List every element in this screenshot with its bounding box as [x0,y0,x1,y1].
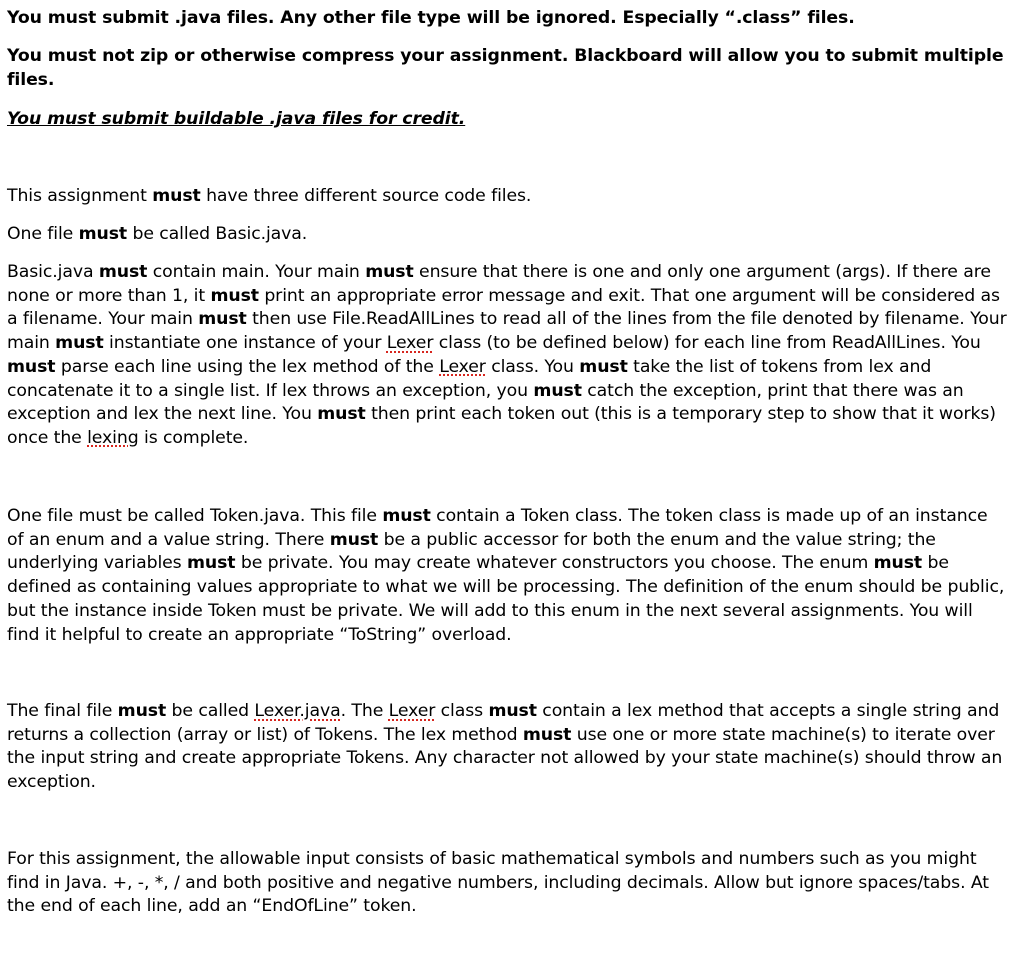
emphasis-must: must [152,186,201,206]
requirement-java-files: You must submit .java files. Any other file type will be ignored. Especially “.class” files. [7,8,855,28]
text: One file [7,224,79,244]
emphasis-must: must [488,701,537,721]
text: contain a Token class. The token class is made up of an instance of an enum and a value string. There [7,506,988,550]
text: parse each line using the lex method of the [55,356,440,377]
text: class (to be defined below) for each line from ReadAllLines. You [433,333,981,354]
emphasis-must: must [522,724,572,745]
spellcheck-word-lexer: Lexer [439,356,486,377]
emphasis-must: must [55,333,104,354]
emphasis-must: must [382,506,431,526]
spellcheck-word-lexing: lexing [87,427,139,448]
emphasis-must: must [317,404,366,425]
text: Basic.java [7,262,99,282]
text: then use File.ReadAllLines to read all of the lines from the file denoted by filename. Your main [7,309,1007,354]
text: have three different source code files. [200,186,532,206]
text: The final file [7,701,118,721]
text: use one or more state machine(s) to iterate over the input string and create appropriate Tokens. Any character not allowed by your state machine(s) should throw an exception. [7,724,1003,793]
emphasis-must: must [7,356,56,377]
text: be called [166,701,255,721]
emphasis-must: must [329,529,379,550]
text: be private. You may create whatever constructors you choose. The enum [235,553,874,574]
paragraph-three-files [7,185,531,209]
emphasis-must: must [210,285,259,306]
emphasis-must: must [579,356,628,377]
text: class [435,701,489,721]
text: print an appropriate error message and exit. That one argument will be considered as a filename. Your main [7,285,1000,330]
requirement-no-compression: You must not zip or otherwise compress your assignment. Blackboard will allow you to submit multiple files. [7,46,1004,90]
text: class. You [485,356,580,377]
text: instantiate one instance of your [103,333,387,354]
text: catch the exception, print that there was an exception and lex the next line. You [7,380,964,425]
spellcheck-word-lexer: Lexer [386,333,434,354]
emphasis-must: must [533,380,582,401]
paragraph-token-file [7,505,1007,647]
emphasis-must: must [365,262,414,282]
spellcheck-word-lexer-java: Lexer.java [254,701,341,721]
text: . The [340,701,389,721]
text: be defined as containing values appropriate to what we will be processing. The definition of the enum should be public, but the instance inside Token must be private. We will add to this enum in the next several assignments. You will find it helpful to create an appropriate “ToString” overload. [7,553,1005,645]
paragraph-lexer-file [7,700,1007,795]
emphasis-must: must [98,262,148,282]
text: then print each token out (this is a temporary step to show that it works) once the [7,404,996,448]
text: be a public accessor for both the enum and the value string; the underlying variables [7,529,936,574]
text: ensure that there is one and only one argument (args). If there are none or more than 1, it [7,262,991,306]
emphasis-must: must [186,553,236,574]
emphasis-must: must [117,701,167,721]
text: This assignment [7,186,153,206]
text: One file must be called Token.java. This file [7,506,383,526]
paragraph-basic-file [7,223,307,247]
text: be called Basic.java. [127,224,308,244]
emphasis-must: must [198,309,247,330]
requirement-buildable: You must submit buildable .java files for credit. [7,109,466,129]
text: contain a lex method that accepts a single string and returns a collection (array or list) of Tokens. The lex method [7,701,1000,745]
emphasis-must: must [873,553,923,574]
text: take the list of tokens from lex and concatenate it to a single list. If lex throws an exception, you [7,356,932,401]
text: is complete. [138,427,249,448]
paragraph-allowable-input: For this assignment, the allowable input consists of basic mathematical symbols and numbers such as you might find in Java. +, -, *, / and both positive and negative numbers, including decimals. Allow but ignore spaces/tabs. At the end of each line, add an “EndOfLine” token. [7,849,989,917]
spellcheck-word-lexer: Lexer [388,701,436,721]
paragraph-basic-main [7,261,1007,451]
emphasis-must: must [78,224,128,244]
text: contain main. Your main [147,262,366,282]
